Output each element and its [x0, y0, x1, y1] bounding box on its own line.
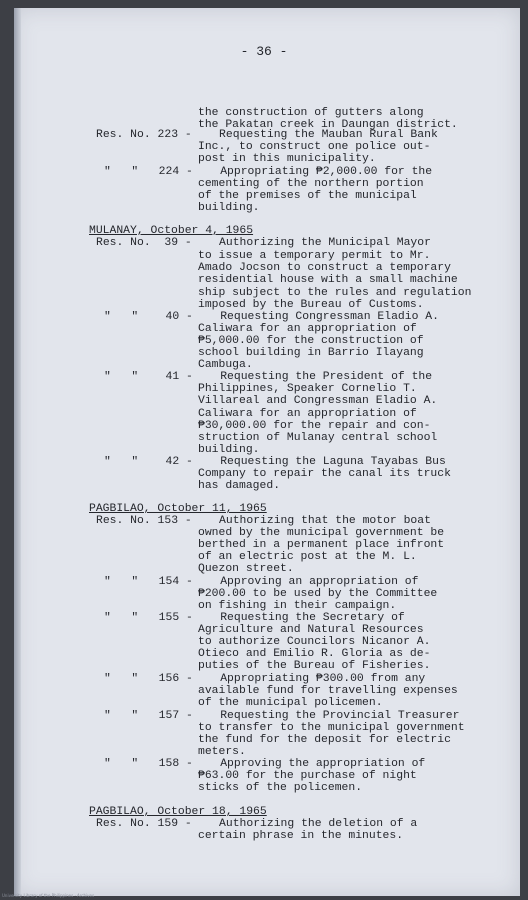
section-heading: PAGBILAO, October 18, 1965 [89, 806, 267, 818]
text-line: cementing of the northern portion [198, 178, 424, 190]
resolution-entry: Res. No. 39 - Authorizing the Municipal Mayor [96, 237, 431, 249]
resolution-entry: " " 41 - Requesting the President of the [104, 371, 433, 383]
text-line: ₱5,000.00 for the construction of [198, 335, 424, 347]
resolution-entry: " " 155 - Requesting the Secretary of [104, 612, 405, 624]
resolution-entry: " " 42 - Requesting the Laguna Tayabas Bus [104, 456, 446, 468]
resolution-entry: Res. No. 159 - Authorizing the deletion of a [96, 818, 418, 830]
text-line: the fund for the deposit for electric [198, 734, 451, 746]
resolution-entry: Res. No. 223 - Requesting the Mauban Rural Bank [96, 129, 438, 141]
text-line: Quezon street. [198, 563, 294, 575]
text-line: Cambuga. [198, 359, 253, 371]
text-line: Agriculture and Natural Resources [198, 624, 424, 636]
resolution-entry: " " 156 - Appropriating ₱300.00 from any [104, 673, 426, 685]
text-line: ₱200.00 to be used by the Committee [198, 588, 438, 600]
text-line: imposed by the Bureau of Customs. [198, 299, 424, 311]
text-line: berthed in a permanent place infront [198, 539, 445, 551]
text-line: of the premises of the municipal [198, 190, 417, 202]
text-line: school building in Barrio Ilayang [198, 347, 424, 359]
text-line: building. [198, 202, 260, 214]
text-line: the Pakatan creek in Daungan district. [198, 119, 458, 131]
text-line: certain phrase in the minutes. [198, 830, 404, 842]
text-line: Villareal and Congressman Eladio A. [198, 395, 438, 407]
text-line: to authorize Councilors Nicanor A. [198, 636, 431, 648]
text-line: Inc., to construct one police out- [198, 141, 431, 153]
section-heading: PAGBILAO, October 11, 1965 [89, 503, 267, 515]
text-line: Caliwara for an appropriation of [198, 408, 417, 420]
text-line: to issue a temporary permit to Mr. [198, 250, 431, 262]
text-line: Amado Jocson to construct a temporary [198, 262, 451, 274]
text-line: Caliwara for an appropriation of [198, 323, 417, 335]
resolution-entry: " " 224 - Appropriating ₱2,000.00 for the [104, 166, 433, 178]
text-line: on fishing in their campaign. [198, 600, 397, 612]
text-line: available fund for travelling expenses [198, 685, 458, 697]
text-line: ₱30,000.00 for the repair and con- [198, 420, 431, 432]
page-number: - 36 - [240, 44, 288, 59]
resolution-entry: " " 158 - Approving the appropriation of [104, 758, 426, 770]
resolution-entry: " " 154 - Approving an appropriation of [104, 576, 419, 588]
resolution-entry: Res. No. 153 - Authorizing that the motor boat [96, 515, 431, 527]
text-line: to transfer to the municipal government [198, 722, 465, 734]
resolution-entry: " " 40 - Requesting Congressman Eladio A. [104, 311, 439, 323]
text-line: owned by the municipal government be [198, 527, 445, 539]
text-line: post in this municipality. [198, 153, 376, 165]
text-line: meters. [198, 746, 246, 758]
text-line: ship subject to the rules and regulation [198, 287, 472, 299]
text-line: of an electric post at the M. L. [198, 551, 417, 563]
text-line: struction of Mulanay central school [198, 432, 438, 444]
section-heading: MULANAY, October 4, 1965 [89, 225, 254, 237]
text-line: Otieco and Emilio R. Gloria as de- [198, 648, 431, 660]
text-line: ₱63.00 for the purchase of night [198, 770, 417, 782]
text-line: of the municipal policemen. [198, 697, 383, 709]
text-line: Company to repair the canal its truck [198, 468, 451, 480]
text-line: the construction of gutters along [198, 107, 424, 119]
archive-footer: University Library of the Philippines · Archives [2, 893, 95, 898]
text-line: sticks of the policemen. [198, 782, 363, 794]
text-line: building. [198, 444, 260, 456]
text-line: puties of the Bureau of Fisheries. [198, 660, 431, 672]
text-line: residential house with a small machine [198, 274, 458, 286]
text-line: Philippines, Speaker Cornelio T. [198, 383, 417, 395]
resolution-entry: " " 157 - Requesting the Provincial Treasurer [104, 710, 460, 722]
page-binding-edge [14, 8, 21, 896]
text-line: has damaged. [198, 480, 281, 492]
